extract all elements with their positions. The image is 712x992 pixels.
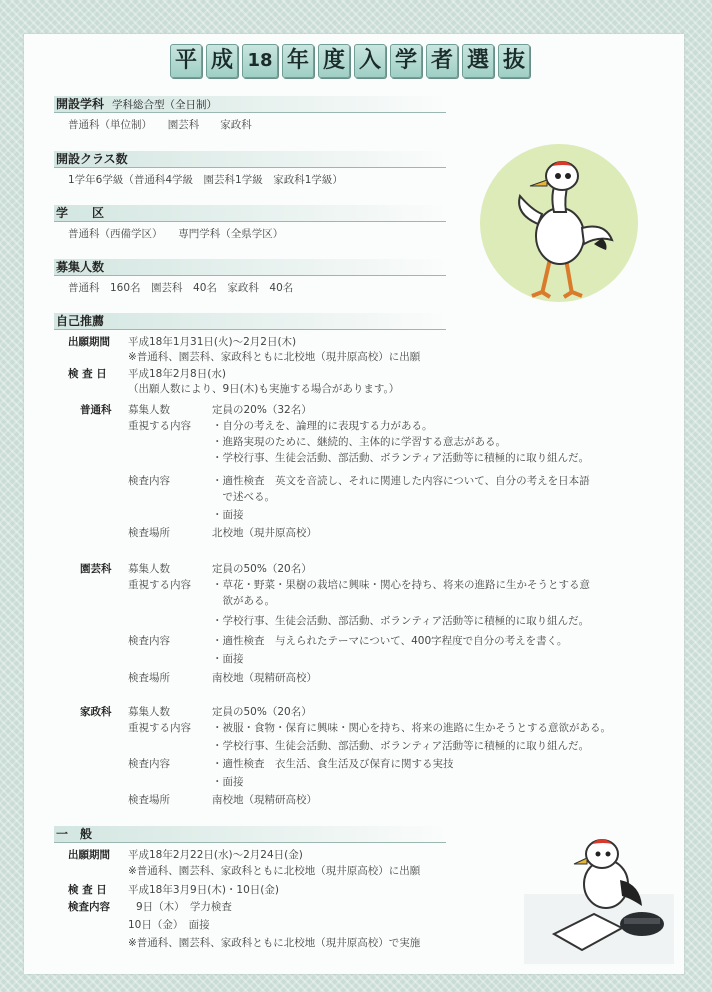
engei-naiyou-label: 検査内容 [128,635,170,647]
kasei-boshu-value: 定員の50%（20名） [212,706,312,718]
crane-reading-icon [524,814,674,964]
futsu-naiyou-item: で述べる。 [212,491,275,503]
section-text: 普通科（西備学区） 専門学科（全県学区） [68,228,284,240]
shutsugan-label: 出願期間 [68,336,110,348]
section-jiko-suisen [54,313,446,330]
engei-basho-value: 南校地（現精研高校） [212,672,317,684]
futsu-naiyou-item: ・面接 [212,509,244,521]
kasei-juushi-item: ・学校行事、生徒会活動、部活動、ボランティア活動等に積極的に取り組んだ。 [212,740,590,752]
section-boshu [54,259,446,276]
engei-boshu-label: 募集人数 [128,563,170,575]
engei-naiyou-item: ・面接 [212,653,244,665]
ippan-shutsugan-label: 出願期間 [68,849,110,861]
section-ippan [54,826,446,843]
kensa-label: 検 査 日 [68,368,107,380]
engei-juushi-label: 重視する内容 [128,579,191,591]
title-char: 抜 [498,44,530,78]
title-char: 入 [354,44,386,78]
ippan-shutsugan-value: 平成18年2月22日(水)～2月24日(金) [128,849,303,861]
title-char: 平 [170,44,202,78]
section-kaisetsu-gakka [54,96,446,113]
kensa-value: 平成18年2月8日(水) [128,368,226,380]
crane-icon [480,144,638,302]
page-title [144,44,556,80]
kasei-naiyou-item: ・適性検査 衣生活、食生活及び保育に関する実技 [212,758,454,770]
kasei-label: 家政科 [80,706,112,718]
futsu-basho-value: 北校地（現井原高校） [212,527,317,539]
title-char: 年 [282,44,314,78]
futsu-label: 普通科 [80,404,112,416]
crane-mascot-illustration [480,144,638,302]
section-heading: 開設学科 [56,97,105,111]
title-char: 成 [206,44,238,78]
kasei-juushi-label: 重視する内容 [128,722,191,734]
kasei-naiyou-item: ・面接 [212,776,244,788]
ippan-naiyou-item: 9日（木） 学力検査 [136,901,232,913]
kasei-juushi-item: ・被服・食物・保育に興味・関心を持ち、将来の進路に生かそうとする意欲がある。 [212,722,611,734]
section-heading: 開設クラス数 [56,152,128,166]
shutsugan-note: ※普通科、園芸科、家政科ともに北校地（現井原高校）に出願 [128,351,421,363]
section-heading: 自己推薦 [56,314,105,328]
section-text: 1学年6学級（普通科4学級 園芸科1学級 家政科1学級） [68,174,343,186]
title-char: 者 [426,44,458,78]
section-subheading: 学科総合型（全日制） [112,99,218,111]
kasei-boshu-label: 募集人数 [128,706,170,718]
kasei-basho-value: 南校地（現精研高校） [212,794,317,806]
engei-juushi-item: 欲がある。 [212,595,275,607]
futsu-juushi-label: 重視する内容 [128,420,191,432]
section-text: 普通科（単位制） 園芸科 家政科 [68,119,252,131]
futsu-naiyou-label: 検査内容 [128,475,170,487]
crane-at-desk-illustration [524,814,674,964]
ippan-naiyou-item: 10日（金） 面接 [128,919,210,931]
kensa-note: （出願人数により、9日(木)も実施する場合があります。） [128,383,400,395]
futsu-boshu-label: 募集人数 [128,404,170,416]
section-heading: 一 般 [56,827,93,841]
futsu-juushi-item: ・学校行事、生徒会活動、部活動、ボランティア活動等に積極的に取り組んだ。 [212,452,590,464]
document-page [24,34,684,974]
kasei-basho-label: 検査場所 [128,794,170,806]
futsu-naiyou-item: ・適性検査 英文を音読し、それに関連した内容について、自分の考えを日本語 [212,475,590,487]
futsu-juushi-item: ・自分の考えを、論理的に表現する力がある。 [212,420,433,432]
title-char: 18 [242,44,278,78]
futsu-juushi-item: ・進路実現のために、継続的、主体的に学習する意志がある。 [212,436,506,448]
engei-basho-label: 検査場所 [128,672,170,684]
engei-juushi-item: ・草花・野菜・果樹の栽培に興味・関心を持ち、将来の進路に生かそうとする意 [212,579,590,591]
engei-naiyou-item: ・適性検査 与えられたテーマについて、400字程度で自分の考えを書く。 [212,635,568,647]
shutsugan-value: 平成18年1月31日(火)～2月2日(木) [128,336,297,348]
ippan-shutsugan-note: ※普通科、園芸科、家政科ともに北校地（現井原高校）に出願 [128,865,421,877]
engei-juushi-item: ・学校行事、生徒会活動、部活動、ボランティア活動等に積極的に取り組んだ。 [212,615,590,627]
futsu-basho-label: 検査場所 [128,527,170,539]
section-heading: 募集人数 [56,260,105,274]
engei-boshu-value: 定員の50%（20名） [212,563,312,575]
title-char: 選 [462,44,494,78]
kasei-naiyou-label: 検査内容 [128,758,170,770]
ippan-naiyou-note: ※普通科、園芸科、家政科ともに北校地（現井原高校）で実施 [128,937,421,949]
engei-label: 園芸科 [80,563,112,575]
ippan-kensa-value: 平成18年3月9日(木)・10日(金) [128,884,279,896]
title-char: 度 [318,44,350,78]
futsu-boshu-value: 定員の20%（32名） [212,404,312,416]
title-char: 学 [390,44,422,78]
ippan-naiyou-label: 検査内容 [68,901,110,913]
section-text: 普通科 160名 園芸科 40名 家政科 40名 [68,282,294,294]
section-gakku [54,205,446,222]
section-kaisetsu-class [54,151,446,168]
section-heading: 学 区 [56,206,105,220]
ippan-kensa-label: 検 査 日 [68,884,107,896]
